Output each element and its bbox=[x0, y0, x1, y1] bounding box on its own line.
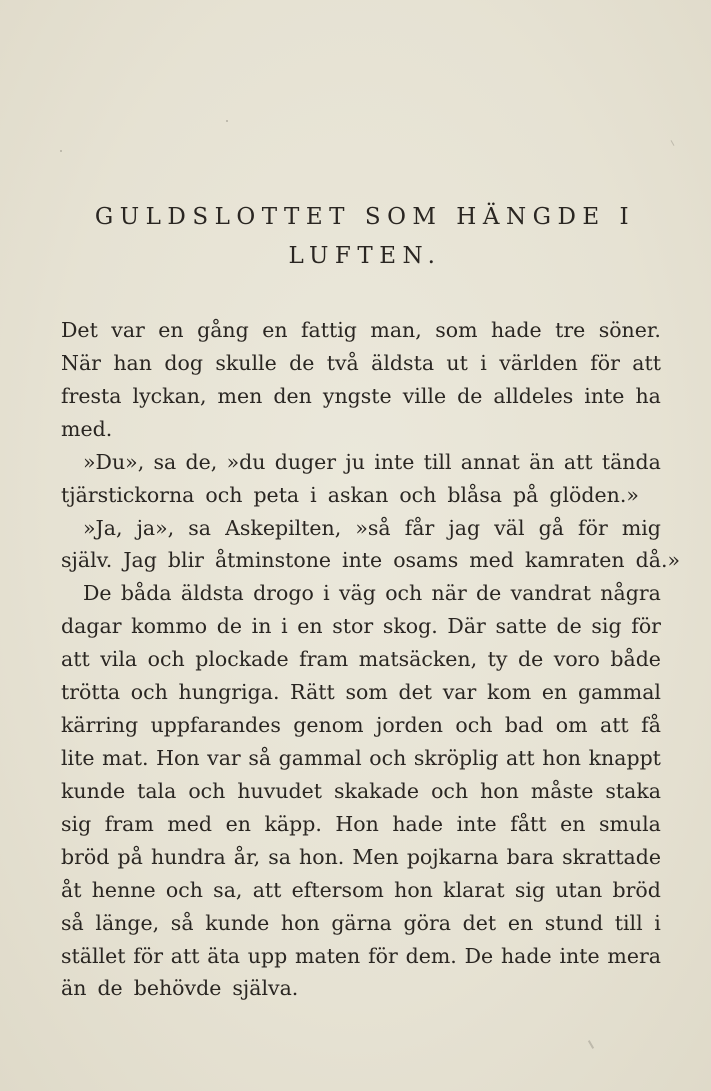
text-line: fresta lyckan, men den yngste ville de alldeles inte ha bbox=[61, 383, 661, 408]
text-line: När han dog skulle de två äldsta ut i världen för att bbox=[61, 350, 661, 375]
paper-speck bbox=[226, 120, 228, 122]
text-line: kunde tala och huvudet skakade och hon måste staka bbox=[61, 778, 661, 803]
text-line: än de behövde själva. bbox=[61, 976, 299, 1001]
text-line: stället för att äta upp maten för dem. De hade inte mera bbox=[61, 943, 661, 968]
paper-speck bbox=[588, 1040, 594, 1049]
text-line: sig fram med en käpp. Hon hade inte fått en smula bbox=[61, 811, 661, 836]
text-line: själv. Jag blir åtminstone inte osams med kamraten då.» bbox=[61, 548, 681, 573]
text-line: De båda äldsta drogo i väg och när de vandrat några bbox=[83, 581, 661, 606]
chapter-title-line-1: GULDSLOTTET SOM HÄNGDE I bbox=[94, 204, 636, 230]
chapter-title-line-2: LUFTEN. bbox=[288, 243, 442, 269]
text-line: lite mat. Hon var så gammal och skröplig att hon knappt bbox=[61, 745, 661, 770]
text-line: »Du», sa de, »du duger ju inte till annat än att tända bbox=[83, 449, 661, 474]
text-line: kärring uppfarandes genom jorden och bad om att få bbox=[61, 713, 661, 738]
text-line: åt henne och sa, att eftersom hon klarat sig utan bröd bbox=[61, 877, 661, 902]
text-line: med. bbox=[61, 416, 113, 441]
text-line: Det var en gång en fattig man, som hade tre söner. bbox=[61, 318, 661, 342]
text-line: tjärstickorna och peta i askan och blåsa på glöden.» bbox=[61, 482, 639, 507]
text-line: bröd på hundra år, sa hon. Men pojkarna bara skrattade bbox=[61, 844, 661, 869]
text-line: dagar kommo de in i en stor skog. Där satte de sig för bbox=[61, 614, 661, 639]
text-line: att vila och plockade fram matsäcken, ty de voro både bbox=[61, 647, 661, 672]
text-line: trötta och hungriga. Rätt som det var kom en gammal bbox=[61, 680, 661, 705]
paper-speck bbox=[60, 150, 62, 152]
text-line: så länge, så kunde hon gärna göra det en stund till i bbox=[61, 910, 661, 935]
text-line: »Ja, ja», sa Askepilten, »så får jag väl gå för mig bbox=[83, 515, 661, 540]
story-text bbox=[61, 318, 681, 1009]
paper-speck bbox=[671, 140, 675, 146]
